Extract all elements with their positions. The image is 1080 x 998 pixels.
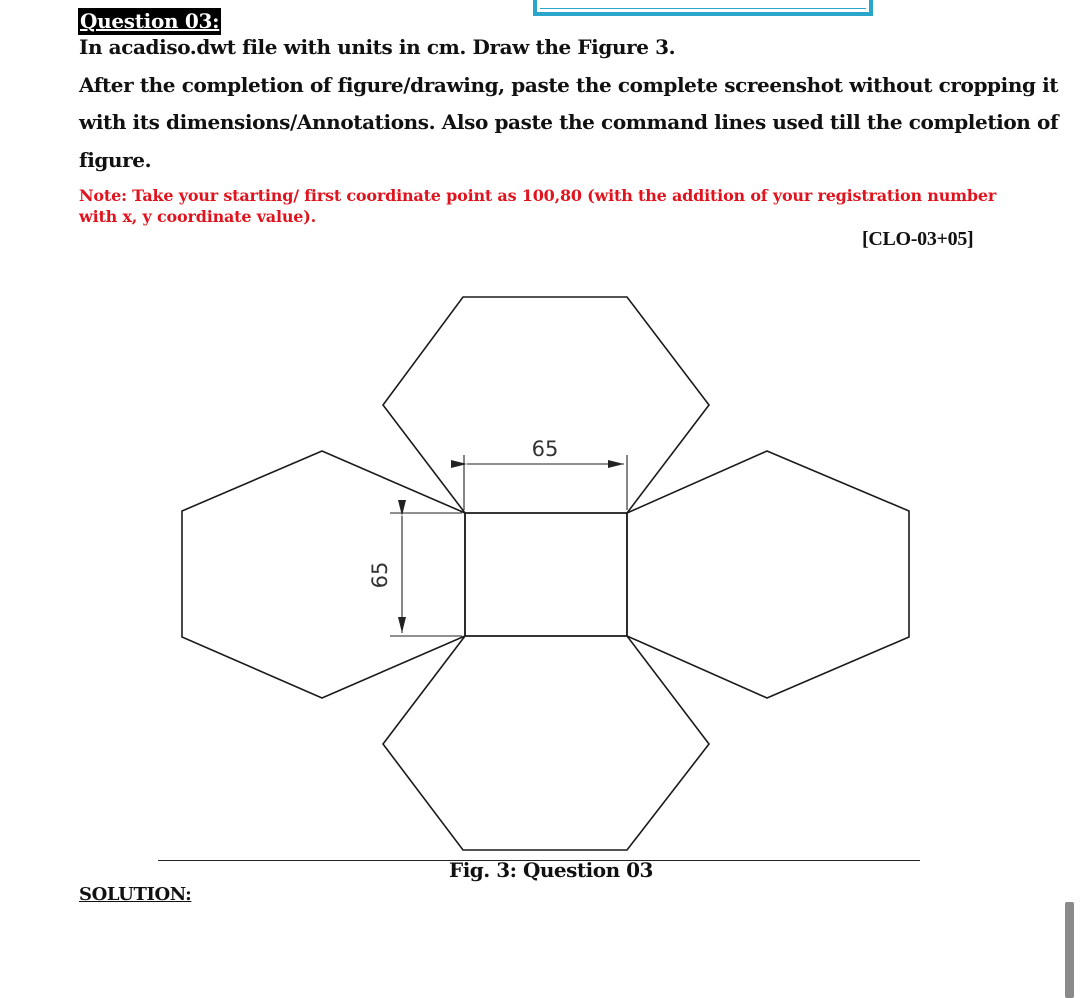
left-hexagon — [182, 451, 465, 698]
v-dimension-label: 65 — [368, 561, 392, 589]
question-line-1: In acadiso.dwt file with units in cm. Draw the Figure 3. — [79, 35, 676, 59]
h-dimension-label: 65 — [531, 437, 559, 461]
center-square — [465, 513, 627, 636]
clo-reference: [CLO-03+05] — [862, 228, 974, 250]
note-text: Note: Take your starting/ first coordinate point as 100,80 (with the addition of your registration number with x, y coordinate value). — [79, 186, 997, 226]
question-line-4: figure. — [79, 148, 152, 172]
question-line-2: After the completion of figure/drawing, paste the complete screenshot without cropping it — [79, 73, 1059, 97]
question-title: Question 03: — [80, 9, 220, 33]
solution-heading: SOLUTION: — [79, 884, 192, 905]
scrollbar-thumb[interactable] — [1065, 902, 1074, 998]
top-hexagon — [383, 297, 709, 513]
figure-caption: Fig. 3: Question 03 — [449, 858, 653, 882]
bottom-hexagon — [383, 636, 709, 850]
question-line-3: with its dimensions/Annotations. Also paste the command lines used till the completion of — [79, 110, 1059, 134]
right-hexagon — [627, 451, 909, 698]
